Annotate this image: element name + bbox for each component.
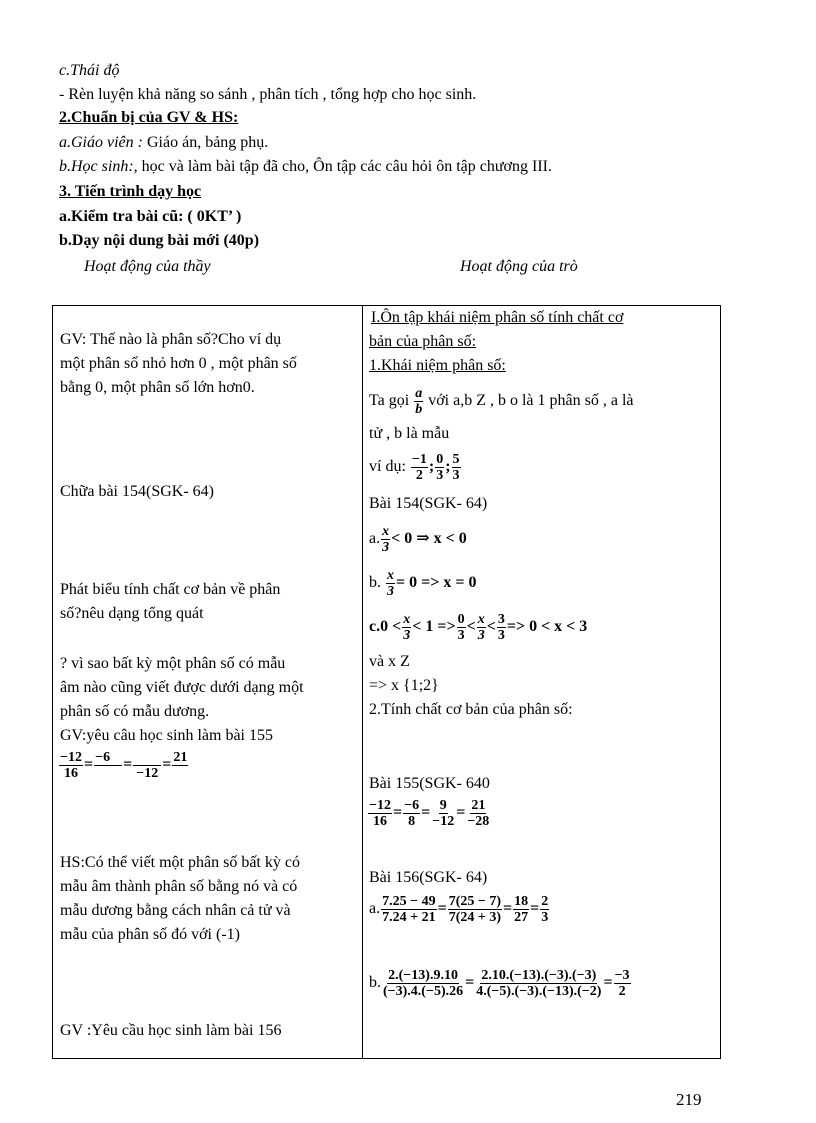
equals-sign: = [421,804,431,822]
item-label: a. [369,530,381,548]
frac-denominator: 3 [436,468,444,483]
property-title: 2.Tính chất cơ bản của phân số: [369,701,573,718]
equals-sign: = [162,756,172,774]
student-column [363,306,721,1059]
question-1-line-2: một phân số nhỏ hơn 0 , một phân số [60,355,297,372]
relation: = 0 => x = 0 [396,574,477,592]
answer-line-2: mẫu âm thành phân số bằng nó và có [60,878,298,895]
column-heading-teacher: Hoạt động của thầy [84,258,211,275]
question-2: Chữa bài 154(SGK- 64) [60,483,214,500]
frac-denominator: 3 [382,540,390,555]
question-1-line-1: GV: Thế nào là phân số?Cho ví dụ [60,331,282,348]
item-label: b. [369,974,381,992]
exercise-156-a [369,894,550,925]
example-line [369,452,462,483]
frac-denominator: 3 [497,628,505,643]
exercise-156-b [369,968,632,999]
equals-sign: = [530,900,540,918]
check-old: a.Kiểm tra bài cũ: ( 0KT’ ) [59,208,242,225]
exercise-156-title: Bài 156(SGK- 64) [369,869,488,886]
question-6: GV :Yêu cầu học sinh làm bài 156 [60,1022,282,1039]
frac-numerator: 3 [497,612,505,627]
definition-suffix: với a,b Z , b o là 1 phân số , a là [424,392,634,410]
student-prep [59,157,552,177]
frac-denominator: 3 [541,910,549,925]
frac-numerator: −12 [369,798,391,813]
process-title: 3. Tiến trình dạy học [59,183,202,200]
question-3-line-1: Phát biểu tính chất cơ bản về phân [60,581,281,598]
exercise-154-b [369,568,476,599]
separator: ; [428,458,435,476]
question-1-line-3: bằng 0, một phân số lớn hơn0. [60,379,255,396]
frac-denominator: 27 [514,910,529,925]
frac-numerator: 9 [439,798,447,813]
definition-line-2: tử , b là mẫu [369,425,450,442]
frac-numerator: 18 [514,894,529,909]
relation: < [486,618,496,636]
exercise-155-solution [367,798,491,829]
exercise-154-title: Bài 154(SGK- 64) [369,495,488,512]
frac-denominator: 8 [408,814,416,829]
frac-denominator: 7(24 + 3) [448,910,502,925]
relation: < 0 ⇒ x < 0 [391,530,467,548]
item-label: a. [369,900,381,918]
frac-numerator: a [415,386,423,401]
exercise-155-title: Bài 155(SGK- 640 [369,775,490,792]
separator: ; [445,458,451,476]
frac-denominator: 2 [618,984,626,999]
definition-line-1 [369,386,634,417]
frac-denominator: 2 [415,468,423,483]
frac-numerator: x [403,612,411,627]
frac-numerator: 21 [471,798,486,813]
frac-numerator: x [387,568,394,583]
frac-denominator: 16 [63,766,78,781]
new-lesson: b.Dạy nội dung bài mới (40p) [59,232,260,249]
item-label: b. [369,574,381,592]
question-5: GV:yêu câu học sinh làm bài 155 [60,727,273,744]
frac-numerator: 21 [173,750,188,765]
question-4-line-2: âm nào cũng viết được dưới dạng một [60,679,304,696]
frac-numerator: 2.10.(−13).(−3).(−3) [481,968,597,983]
teacher-text: Giáo án, bảng phụ. [142,134,269,151]
equals-sign: = [437,900,447,918]
activity-table [52,305,721,1059]
frac-denominator: 7.24 + 21 [382,910,436,925]
section-1-title-line-1: I.Ôn tập khái niệm phân số tính chất cơ [371,309,624,326]
question-4-line-3: phân số có mẫu dương. [60,703,210,720]
frac-denominator [107,766,109,781]
student-label: b.Học sinh:, [59,158,138,175]
relation: < [466,618,476,636]
frac-numerator: −3 [614,968,630,983]
question-3-line-2: số?nêu dạng tổng quát [60,605,204,622]
frac-numerator: −12 [60,750,82,765]
answer-line-4: mẫu của phân số đó với (-1) [60,926,240,943]
frac-numerator: −1 [411,452,427,467]
attitude-title: c.Thái độ [59,62,120,79]
frac-numerator: x [477,612,485,627]
frac-numerator: 0 [436,452,444,467]
frac-denominator: b [415,402,423,417]
teacher-column [53,306,363,1059]
relation: < 1 => [412,618,456,636]
frac-numerator: 7.25 − 49 [382,894,436,909]
frac-numerator [133,750,161,766]
concept-title: 1.Khái niệm phân số: [369,357,506,374]
frac-denominator: 3 [452,468,460,483]
frac-denominator: 3 [457,628,465,643]
student-text: học và làm bài tập đã cho, Ôn tập các câu hỏi ôn tập chương III. [137,158,552,175]
prep-title: 2.Chuẩn bị của GV & HS: [59,109,239,126]
frac-denominator: −12 [136,766,159,781]
equals-sign: = [503,900,513,918]
section-1-title-line-2: bản của phân số: [369,333,477,350]
answer-line-3: mẫu dương bằng cách nhân cả tử và [60,902,291,919]
solution-set: => x {1;2} [369,677,439,694]
equals-sign: = [123,756,133,774]
teacher-label: a.Giáo viên : [59,134,143,151]
frac-numerator: 7(25 − 7) [448,894,502,909]
integer-condition: và x Z [369,653,410,670]
frac-numerator: 2.(−13).9.10 [388,968,458,983]
frac-numerator: −6 [94,750,122,766]
exercise-155-prompt [58,750,189,781]
equals-sign: = [603,974,613,992]
page-number: 219 [676,1090,702,1109]
frac-denominator: 3 [387,584,394,599]
item-label: c.0 < [369,618,402,636]
frac-numerator: 5 [452,452,460,467]
frac-numerator: 0 [457,612,465,627]
frac-numerator: 2 [541,894,549,909]
frac-denominator: 16 [372,814,387,829]
column-heading-student: Hoạt động của trò [460,258,578,275]
frac-numerator: −6 [404,798,420,813]
example-label: ví dụ: [369,458,406,476]
attitude-text: - Rèn luyện khả năng so sánh , phân tích , tổng hợp cho học sinh. [59,86,477,103]
equals-sign: = [465,974,475,992]
teacher-prep [59,133,268,153]
frac-denominator: 3 [403,628,411,643]
frac-denominator: 4.(−5).(−3).(−13).(−2) [476,984,602,999]
definition-prefix: Ta gọi [369,392,410,410]
relation: => 0 < x < 3 [506,618,588,636]
frac-denominator: 3 [477,628,485,643]
frac-denominator: −28 [467,814,490,829]
frac-denominator [179,766,181,781]
frac-numerator: x [382,524,390,539]
equals-sign: = [392,804,403,822]
equals-sign: = [83,756,94,774]
exercise-154-c [369,612,587,643]
frac-denominator: (−3).4.(−5).26 [383,984,464,999]
frac-denominator: −12 [432,814,455,829]
equals-sign: = [456,804,466,822]
answer-line-1: HS:Có thể viết một phân số bất kỳ có [60,854,300,871]
exercise-154-a [369,524,467,555]
question-4-line-1: ? vì sao bất kỳ một phân số có mẫu [60,655,286,672]
